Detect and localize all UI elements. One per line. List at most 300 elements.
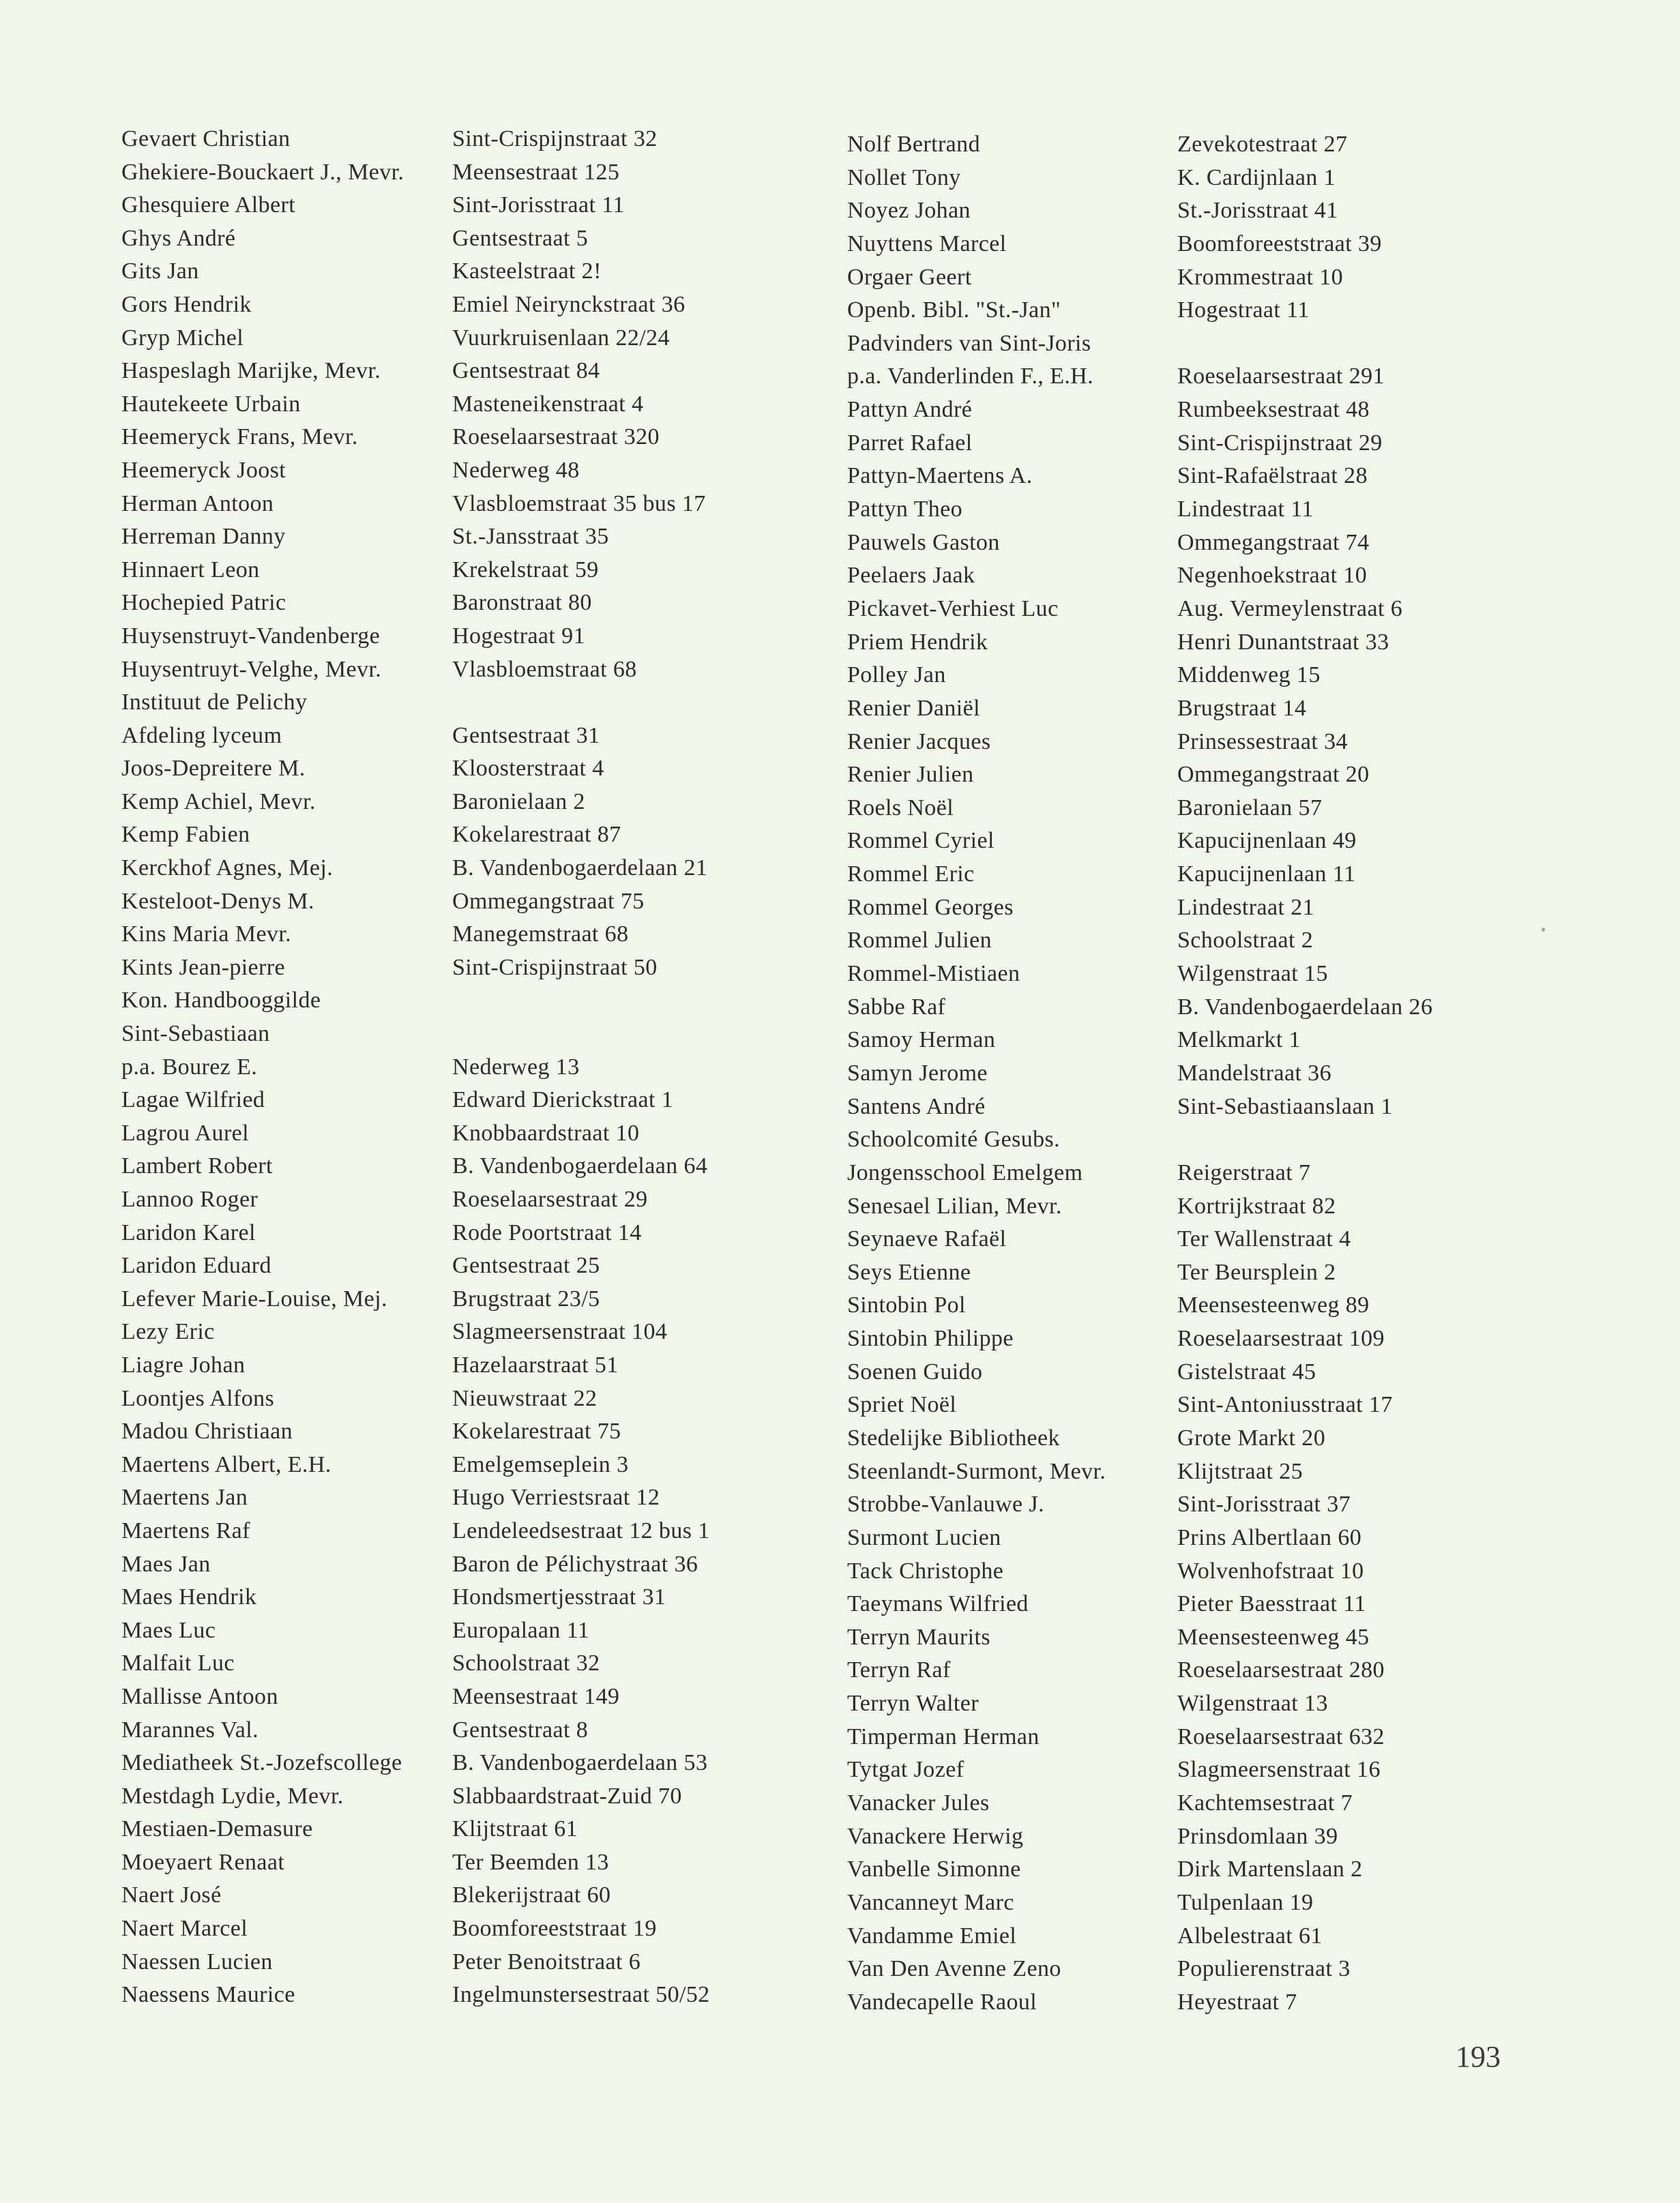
list-item	[847, 261, 1543, 295]
list-item	[847, 327, 1543, 361]
list-item	[847, 1787, 1543, 1820]
entry-address	[1177, 1123, 1543, 1157]
list-item	[121, 1747, 804, 1780]
entry-address: Lendeleedsestraat 12 bus 1	[452, 1518, 710, 1543]
entry-address: Wolvenhofstraat 10	[1177, 1558, 1364, 1584]
list-item	[121, 786, 804, 819]
entry-name: Gevaert Christian	[121, 126, 291, 151]
entry-name: Naessens Maurice	[121, 1982, 295, 2008]
list-item	[121, 1084, 804, 1117]
entry-name: Timperman Herman	[847, 1724, 1040, 1749]
entry-address: Meensesteenweg 45	[1177, 1624, 1370, 1650]
list-item	[847, 1687, 1543, 1721]
entry-address: Meensesteenweg 89	[1177, 1292, 1370, 1318]
list-item	[121, 686, 804, 720]
list-item	[847, 1853, 1543, 1887]
list-item	[121, 620, 804, 653]
entry-address: Tulpenlaan 19	[1177, 1889, 1314, 1915]
entry-address: St.-Jorisstraat 41	[1177, 198, 1338, 224]
entry-name: Marannes Val.	[121, 1717, 259, 1743]
list-item	[121, 1879, 804, 1912]
entry-name: Mestdagh Lydie, Mevr.	[121, 1783, 344, 1809]
list-item	[847, 692, 1543, 726]
entry-name: Terryn Walter	[847, 1691, 979, 1717]
entry-name: Strobbe-Vanlauwe J.	[847, 1492, 1044, 1518]
list-item	[121, 1481, 804, 1515]
entry-address: Rode Poortstraat 14	[452, 1219, 642, 1245]
list-item	[121, 1780, 804, 1814]
entry-address: Middenweg 15	[1177, 662, 1321, 688]
list-item	[121, 1316, 804, 1349]
entry-address: Schoolstraat 32	[452, 1651, 600, 1676]
entry-name: Sintobin Pol	[847, 1292, 966, 1318]
entry-address: Zevekotestraat 27	[1177, 132, 1348, 157]
entry-name: Van Den Avenne Zeno	[847, 1956, 1061, 1982]
list-item	[121, 255, 804, 289]
list-item	[847, 1256, 1543, 1290]
entry-name: Ghekiere-Bouckaert J., Mevr.	[121, 159, 404, 185]
entry-address	[452, 686, 804, 720]
entry-name: Maertens Albert, E.H.	[121, 1451, 331, 1477]
entry-address	[452, 984, 804, 1018]
entry-address: Emelgemseplein 3	[452, 1451, 629, 1477]
list-item	[847, 460, 1543, 493]
list-item	[121, 951, 804, 985]
list-item	[121, 1581, 804, 1614]
entry-address: Hondsmertjesstraat 31	[452, 1584, 666, 1610]
list-item	[847, 1455, 1543, 1489]
list-item	[121, 1979, 804, 2012]
entry-name: Laridon Eduard	[121, 1253, 271, 1279]
entry-name: Lezy Eric	[121, 1319, 215, 1345]
entry-address: Roeselaarsestraat 632	[1177, 1724, 1385, 1749]
entry-address: Ommegangstraat 75	[452, 888, 645, 914]
entry-address: Roeselaarsestraat 320	[452, 424, 660, 450]
entry-name: Naessen Lucien	[121, 1949, 273, 1975]
entry-name: Senesael Lilian, Mevr.	[847, 1193, 1062, 1219]
entry-address: Ingelmunstersestraat 50/52	[452, 1982, 710, 2008]
list-item	[847, 958, 1543, 991]
list-item	[847, 991, 1543, 1024]
entry-address: Baronstraat 80	[452, 590, 592, 616]
entry-address: Ter Beursplein 2	[1177, 1259, 1336, 1285]
entry-name: Maertens Jan	[121, 1485, 248, 1511]
entry-name: Parret Rafael	[847, 430, 973, 456]
list-item	[847, 1190, 1543, 1224]
entry-name: Huysenstruyt-Vandenberge	[121, 623, 381, 649]
entry-address: Kortrijkstraat 82	[1177, 1193, 1336, 1219]
list-item	[847, 1322, 1543, 1356]
entry-name: Renier Jacques	[847, 728, 991, 754]
entry-address: Peter Benoitstraat 6	[452, 1949, 641, 1975]
entry-address: Europalaan 11	[452, 1617, 590, 1643]
list-item	[847, 726, 1543, 759]
list-item	[847, 1488, 1543, 1522]
entry-address: Sint-Antoniusstraat 17	[1177, 1392, 1393, 1418]
list-item	[121, 222, 804, 256]
list-item	[847, 891, 1543, 925]
entry-name: Surmont Lucien	[847, 1524, 1001, 1550]
entry-address: Gentsestraat 8	[452, 1717, 589, 1743]
page-number: 193	[1456, 2040, 1501, 2073]
entry-address: Gentsestraat 31	[452, 722, 600, 748]
list-item	[847, 1289, 1543, 1322]
list-item	[121, 1349, 804, 1383]
entry-address: Prins Albertlaan 60	[1177, 1524, 1362, 1550]
entry-name: Moeyaert Renaat	[121, 1849, 285, 1875]
entry-address: Rumbeeksestraat 48	[1177, 397, 1370, 423]
list-item	[121, 1051, 804, 1084]
entry-name: Rommel Eric	[847, 861, 975, 887]
entry-name: Vanbelle Simonne	[847, 1857, 1021, 1882]
entry-name: Kins Maria Mevr.	[121, 921, 292, 947]
entry-address: Roeselaarsestraat 280	[1177, 1657, 1385, 1683]
list-item	[847, 1157, 1543, 1190]
entry-name: Kesteloot-Denys M.	[121, 888, 314, 914]
entry-address: Roeselaarsestraat 109	[1177, 1326, 1385, 1352]
right-column	[847, 128, 1543, 2020]
entry-name: Polley Jan	[847, 662, 946, 688]
list-item	[121, 156, 804, 190]
entry-address: Meensestraat 149	[452, 1683, 620, 1709]
list-item	[847, 825, 1543, 858]
list-item	[847, 1223, 1543, 1256]
list-item	[121, 1548, 804, 1582]
list-item	[847, 1522, 1543, 1555]
entry-address: Krekelstraat 59	[452, 557, 599, 582]
list-item	[121, 554, 804, 587]
list-item	[847, 128, 1543, 162]
entry-name: Heemeryck Frans, Mevr.	[121, 424, 358, 450]
list-item	[121, 918, 804, 951]
list-item	[847, 1057, 1543, 1091]
entry-name: Naert José	[121, 1882, 222, 1908]
list-item	[847, 1091, 1543, 1124]
entry-address: Brugstraat 23/5	[452, 1286, 600, 1312]
entry-address: Henri Dunantstraat 33	[1177, 629, 1389, 655]
entry-name: Peelaers Jaak	[847, 563, 975, 589]
entry-name: Renier Daniël	[847, 695, 980, 721]
entry-address: Kasteelstraat 2!	[452, 258, 602, 284]
entry-name: Padvinders van Sint-Joris	[847, 330, 1091, 356]
entry-address: Ter Beemden 13	[452, 1849, 609, 1875]
entry-address	[452, 1018, 804, 1051]
entry-address: Hogestraat 91	[452, 623, 585, 649]
entry-address: Gentsestraat 25	[452, 1253, 600, 1279]
entry-address: Emiel Neirynckstraat 36	[452, 291, 686, 317]
list-item	[121, 1150, 804, 1183]
entry-address: Reigerstraat 7	[1177, 1159, 1311, 1185]
list-item	[121, 1018, 804, 1051]
list-item	[847, 858, 1543, 891]
entry-address: Gentsestraat 5	[452, 225, 589, 251]
left-column	[121, 123, 804, 2012]
list-item	[121, 289, 804, 322]
list-item	[121, 1383, 804, 1416]
list-item	[847, 427, 1543, 460]
entry-name: Terryn Raf	[847, 1657, 951, 1683]
list-item	[121, 421, 804, 454]
list-item	[847, 1621, 1543, 1655]
entry-name: Afdeling lyceum	[121, 722, 282, 748]
list-item	[847, 527, 1543, 560]
entry-name: Haspeslagh Marijke, Mevr.	[121, 358, 381, 384]
entry-name: Pattyn-Maertens A.	[847, 463, 1033, 489]
entry-address: B. Vandenbogaerdelaan 64	[452, 1153, 708, 1179]
entry-name: Naert Marcel	[121, 1916, 248, 1942]
entry-name: Kerckhof Agnes, Mej.	[121, 855, 334, 881]
entry-name: Loontjes Alfons	[121, 1385, 275, 1411]
entry-name: Tytgat Jozef	[847, 1757, 964, 1783]
list-item	[847, 924, 1543, 958]
entry-name: Hinnaert Leon	[121, 557, 260, 582]
list-item	[121, 1714, 804, 1747]
entry-name: Pattyn Theo	[847, 497, 963, 522]
entry-name: Madou Christiaan	[121, 1419, 293, 1445]
entry-name: Maes Jan	[121, 1551, 211, 1577]
entry-name: Pickavet-Verhiest Luc	[847, 595, 1059, 621]
entry-name: Samyn Jerome	[847, 1060, 988, 1086]
entry-address: Grote Markt 20	[1177, 1425, 1326, 1451]
list-item	[121, 653, 804, 687]
entry-address: Masteneikenstraat 4	[452, 391, 644, 417]
entry-address: B. Vandenbogaerdelaan 26	[1177, 994, 1433, 1020]
entry-address: Sint-Crispijnstraat 29	[1177, 430, 1383, 456]
list-item	[847, 1356, 1543, 1389]
entry-name: Mallisse Antoon	[121, 1683, 278, 1709]
entry-name: p.a. Vanderlinden F., E.H.	[847, 364, 1094, 389]
list-item	[121, 885, 804, 919]
list-item	[847, 559, 1543, 593]
list-item	[121, 488, 804, 521]
entry-address: Prinsdomlaan 39	[1177, 1823, 1338, 1849]
list-item	[847, 1986, 1543, 2020]
entry-name: Herman Antoon	[121, 490, 274, 516]
entry-name: Malfait Luc	[121, 1651, 235, 1676]
entry-name: Gryp Michel	[121, 325, 244, 351]
list-item	[847, 758, 1543, 792]
list-item	[121, 1117, 804, 1151]
entry-name: Laridon Karel	[121, 1219, 256, 1245]
entry-address: B. Vandenbogaerdelaan 21	[452, 855, 708, 881]
entry-address: Negenhoekstraat 10	[1177, 563, 1368, 589]
entry-name: Vancanneyt Marc	[847, 1889, 1014, 1915]
list-item	[847, 1754, 1543, 1787]
list-item	[847, 1654, 1543, 1687]
entry-address: Sint-Jorisstraat 11	[452, 192, 625, 218]
entry-address: Nieuwstraat 22	[452, 1385, 598, 1411]
entry-name: Soenen Guido	[847, 1359, 983, 1385]
list-item	[121, 388, 804, 422]
entry-address: Brugstraat 14	[1177, 695, 1307, 721]
entry-name: Steenlandt-Surmont, Mevr.	[847, 1458, 1106, 1484]
list-item	[121, 720, 804, 753]
entry-name: Hochepied Patric	[121, 590, 286, 616]
entry-name: Rommel Julien	[847, 928, 992, 953]
list-item	[121, 355, 804, 388]
entry-address: Wilgenstraat 15	[1177, 961, 1328, 987]
entry-name: Vanacker Jules	[847, 1790, 990, 1816]
list-item	[121, 1183, 804, 1217]
entry-address: Kachtemsestraat 7	[1177, 1790, 1353, 1816]
entry-address: Vuurkruisenlaan 22/24	[452, 325, 670, 351]
entry-name: Pattyn André	[847, 397, 973, 423]
entry-name: Renier Julien	[847, 762, 974, 788]
entry-name: Kints Jean-pierre	[121, 954, 285, 980]
entry-address: Mandelstraat 36	[1177, 1060, 1331, 1086]
entry-name: Nuyttens Marcel	[847, 231, 1007, 256]
entry-address: Sint-Rafaëlstraat 28	[1177, 463, 1368, 489]
entry-name: Santens André	[847, 1093, 986, 1119]
entry-name: Rommel Cyriel	[847, 828, 994, 854]
entry-name: Liagre Johan	[121, 1352, 246, 1378]
entry-name: Kemp Achiel, Mevr.	[121, 788, 316, 814]
entry-address: Wilgenstraat 13	[1177, 1691, 1328, 1717]
entry-name: Nolf Bertrand	[847, 132, 980, 157]
list-item	[121, 752, 804, 786]
entry-name: Joos-Depreitere M.	[121, 756, 306, 782]
entry-address: Slabbaardstraat-Zuid 70	[452, 1783, 682, 1809]
entry-address: Baronielaan 2	[452, 788, 585, 814]
entry-name: Priem Hendrik	[847, 629, 988, 655]
entry-name: Lambert Robert	[121, 1153, 273, 1179]
entry-name: Mestiaen-Demasure	[121, 1816, 313, 1842]
entry-address: Krommestraat 10	[1177, 264, 1343, 290]
entry-name: Rommel-Mistiaen	[847, 961, 1020, 987]
entry-address: Kapucijnenlaan 11	[1177, 861, 1356, 887]
page-speck	[1542, 928, 1545, 932]
list-item	[121, 1415, 804, 1449]
entry-name: Lefever Marie-Louise, Mej.	[121, 1286, 387, 1312]
entry-name: Pauwels Gaston	[847, 529, 1000, 555]
entry-name: Openb. Bibl. "St.-Jan"	[847, 297, 1061, 323]
entry-name: Herreman Danny	[121, 524, 286, 550]
entry-name: Heemeryck Joost	[121, 457, 286, 483]
entry-address: Roeselaarsestraat 29	[452, 1187, 648, 1212]
entry-address: Klijtstraat 25	[1177, 1458, 1303, 1484]
entry-name: Nollet Tony	[847, 164, 961, 190]
entry-name: Ghys André	[121, 225, 236, 251]
list-item	[121, 1813, 804, 1846]
entry-address: Schoolstraat 2	[1177, 928, 1314, 953]
list-item	[121, 1846, 804, 1880]
entry-address: Nederweg 13	[452, 1054, 580, 1080]
entry-address: Ommegangstraat 20	[1177, 762, 1370, 788]
entry-name: Sintobin Philippe	[847, 1326, 1014, 1352]
list-item	[847, 162, 1543, 195]
entry-name: Ghesquiere Albert	[121, 192, 296, 218]
entry-address: Gentsestraat 84	[452, 358, 600, 384]
entry-address: Heyestraat 7	[1177, 1989, 1297, 2015]
entry-name: Gits Jan	[121, 258, 199, 284]
entry-address: Klijtstraat 61	[452, 1816, 578, 1842]
entry-address: Hugo Verriestsraat 12	[452, 1485, 660, 1511]
entry-address: Hazelaarstraat 51	[452, 1352, 619, 1378]
entry-address: Nederweg 48	[452, 457, 580, 483]
entry-name: Huysentruyt-Velghe, Mevr.	[121, 656, 382, 682]
entry-address: St.-Jansstraat 35	[452, 524, 609, 550]
list-item	[121, 1681, 804, 1714]
list-item	[847, 659, 1543, 692]
entry-address: Boomforeeststraat 39	[1177, 231, 1382, 256]
list-item	[121, 1217, 804, 1250]
entry-address: Lindestraat 11	[1177, 497, 1314, 522]
entry-address: Ommegangstraat 74	[1177, 529, 1370, 555]
entry-name: Lagrou Aurel	[121, 1120, 250, 1146]
entry-name: Gors Hendrik	[121, 291, 252, 317]
list-item	[121, 322, 804, 355]
entry-address: Kokelarestraat 75	[452, 1419, 621, 1445]
entry-address: Slagmeersenstraat 16	[1177, 1757, 1381, 1783]
entry-name: Lagae Wilfried	[121, 1087, 265, 1113]
list-item	[121, 123, 804, 156]
list-item	[121, 1614, 804, 1648]
entry-address: Populierenstraat 3	[1177, 1956, 1351, 1982]
list-item	[847, 194, 1543, 228]
entry-name: Kemp Fabien	[121, 822, 250, 848]
list-item	[847, 360, 1543, 394]
entry-address: B. Vandenbogaerdelaan 53	[452, 1750, 708, 1776]
entry-address: Baronielaan 57	[1177, 795, 1323, 820]
entry-name: p.a. Bourez E.	[121, 1054, 258, 1080]
entry-address: Edward Dierickstraat 1	[452, 1087, 674, 1113]
list-item	[847, 792, 1543, 825]
entry-address: Manegemstraat 68	[452, 921, 629, 947]
list-item	[847, 1588, 1543, 1621]
entry-address: Pieter Baesstraat 11	[1177, 1591, 1366, 1617]
list-item	[121, 1449, 804, 1482]
entry-address: Knobbaardstraat 10	[452, 1120, 640, 1146]
entry-name: Samoy Herman	[847, 1027, 996, 1053]
entry-name: Noyez Johan	[847, 198, 971, 224]
entry-name: Instituut de Pelichy	[121, 690, 308, 715]
list-item	[847, 1422, 1543, 1455]
entry-address: Dirk Martenslaan 2	[1177, 1857, 1363, 1882]
list-item	[847, 1389, 1543, 1422]
entry-address: Vlasbloemstraat 68	[452, 656, 637, 682]
entry-address: Prinsessestraat 34	[1177, 728, 1348, 754]
list-item	[121, 818, 804, 852]
entry-address: Hogestraat 11	[1177, 297, 1310, 323]
entry-address: Blekerijstraat 60	[452, 1882, 611, 1908]
entry-name: Jongensschool Emelgem	[847, 1159, 1083, 1185]
list-item	[121, 520, 804, 554]
entry-name: Kon. Handbooggilde	[121, 988, 321, 1014]
entry-address: Kokelarestraat 87	[452, 822, 621, 848]
list-item	[121, 984, 804, 1018]
entry-name: Orgaer Geert	[847, 264, 972, 290]
list-item	[121, 1283, 804, 1316]
entry-address: Sint-Crispijnstraat 32	[452, 126, 658, 151]
entry-name: Terryn Maurits	[847, 1624, 990, 1650]
entry-address: Ter Wallenstraat 4	[1177, 1226, 1351, 1252]
entry-name: Lannoo Roger	[121, 1187, 259, 1212]
list-item	[847, 394, 1543, 427]
list-item	[121, 1250, 804, 1283]
entry-name: Vandecapelle Raoul	[847, 1989, 1037, 2015]
entry-name: Stedelijke Bibliotheek	[847, 1425, 1060, 1451]
list-item	[121, 1912, 804, 1946]
entry-name: Sabbe Raf	[847, 994, 946, 1020]
list-item	[847, 493, 1543, 527]
entry-address	[1177, 327, 1543, 361]
entry-address: Melkmarkt 1	[1177, 1027, 1301, 1053]
list-item	[121, 1515, 804, 1548]
entry-address: Boomforeeststraat 19	[452, 1916, 657, 1942]
list-item	[121, 852, 804, 885]
list-item	[847, 1721, 1543, 1754]
list-item	[847, 228, 1543, 261]
